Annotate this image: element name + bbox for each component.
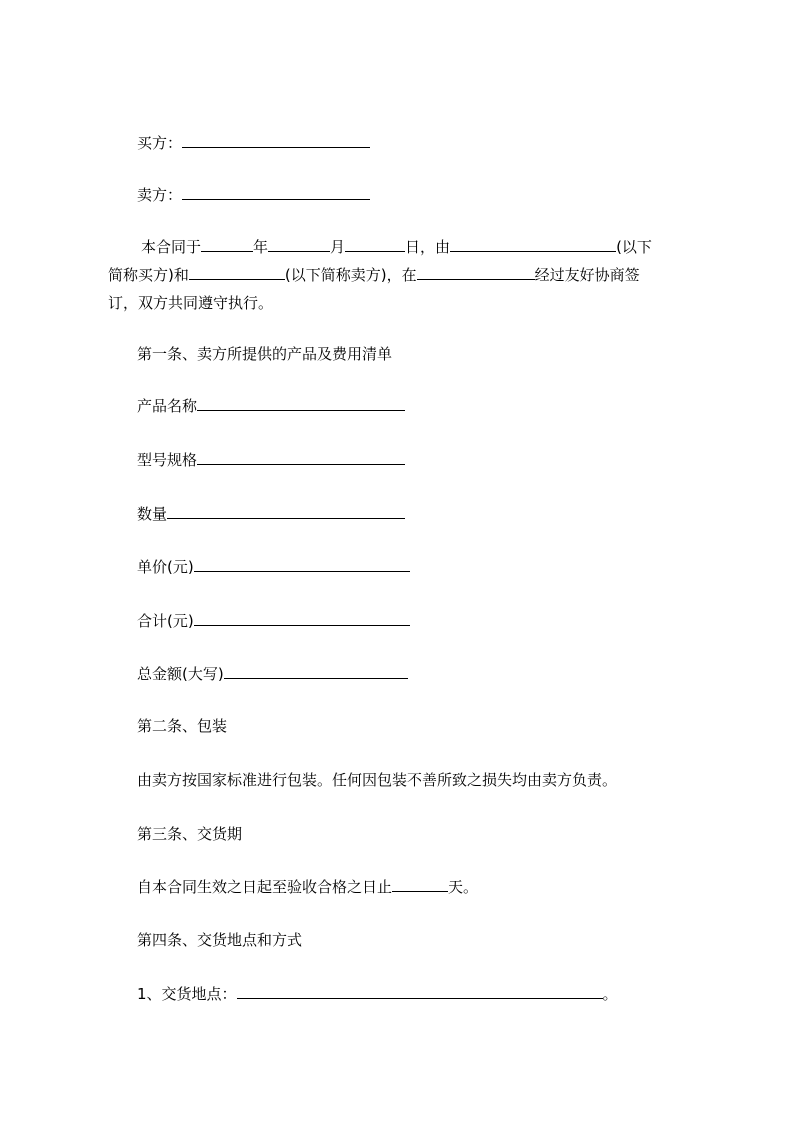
seller-blank[interactable] [182, 185, 370, 200]
article4-title: 第四条、交货地点和方式 [137, 931, 303, 949]
month-blank[interactable] [268, 237, 330, 252]
delivery-place-line [137, 984, 618, 1004]
day-blank[interactable] [345, 237, 405, 252]
year-blank[interactable] [201, 237, 253, 252]
total-amount-blank[interactable] [224, 664, 408, 679]
intro-text-2: 年 [253, 238, 269, 256]
article3-body-suffix: 天。 [448, 878, 479, 896]
product-name-line [137, 396, 405, 416]
intro-text-1: 本合同于 [141, 238, 202, 256]
seller-line [137, 185, 370, 205]
product-name-blank[interactable] [197, 396, 405, 411]
article1-title: 第一条、卖方所提供的产品及费用清单 [137, 345, 393, 363]
delivery-place-label: 1、交货地点： [137, 985, 237, 1003]
intro-text-6: 简称买方)和 [108, 266, 189, 284]
intro-text-7: (以下简称卖方)，在 [284, 266, 417, 284]
intro-text-9: 订，双方共同遵守执行。 [108, 294, 274, 312]
article3-title: 第三条、交货期 [137, 825, 243, 843]
total-amount-line [137, 664, 408, 684]
intro-line-3 [108, 293, 273, 313]
seller-label: 卖方： [137, 186, 183, 204]
buyer-line [137, 133, 370, 153]
article2-body: 由卖方按国家标准进行包装。任何因包装不善所致之损失均由卖方负责。 [137, 771, 618, 789]
total-blank[interactable] [194, 611, 410, 626]
total-amount-label: 总金额(大写) [137, 665, 224, 683]
delivery-place-blank[interactable] [237, 984, 603, 999]
product-name-label: 产品名称 [137, 397, 198, 415]
article2-title: 第二条、包装 [137, 717, 228, 735]
quantity-label: 数量 [137, 505, 168, 523]
intro-text-3: 月 [330, 238, 346, 256]
intro-text-8: 经过友好协商签 [534, 266, 640, 284]
total-label: 合计(元) [137, 612, 194, 630]
place-blank[interactable] [417, 265, 535, 280]
unit-price-blank[interactable] [194, 557, 410, 572]
intro-text-4: 日，由 [405, 238, 451, 256]
quantity-blank[interactable] [167, 504, 405, 519]
buyer-blank[interactable] [182, 133, 370, 148]
article3-body [137, 877, 478, 897]
intro-line-2 [108, 265, 640, 285]
model-spec-line [137, 450, 405, 470]
model-spec-label: 型号规格 [137, 451, 198, 469]
article3-body-prefix: 自本合同生效之日起至验收合格之日止 [137, 878, 393, 896]
party-a-blank[interactable] [450, 237, 616, 252]
unit-price-line [137, 557, 410, 577]
model-spec-blank[interactable] [197, 450, 405, 465]
buyer-label: 买方： [137, 134, 183, 152]
total-line [137, 611, 410, 631]
intro-line-1 [141, 237, 652, 257]
unit-price-label: 单价(元) [137, 558, 194, 576]
intro-text-5: (以下 [616, 238, 652, 256]
party-b-blank[interactable] [189, 265, 285, 280]
quantity-line [137, 504, 405, 524]
delivery-place-end: 。 [602, 985, 618, 1003]
delivery-days-blank[interactable] [392, 877, 448, 892]
